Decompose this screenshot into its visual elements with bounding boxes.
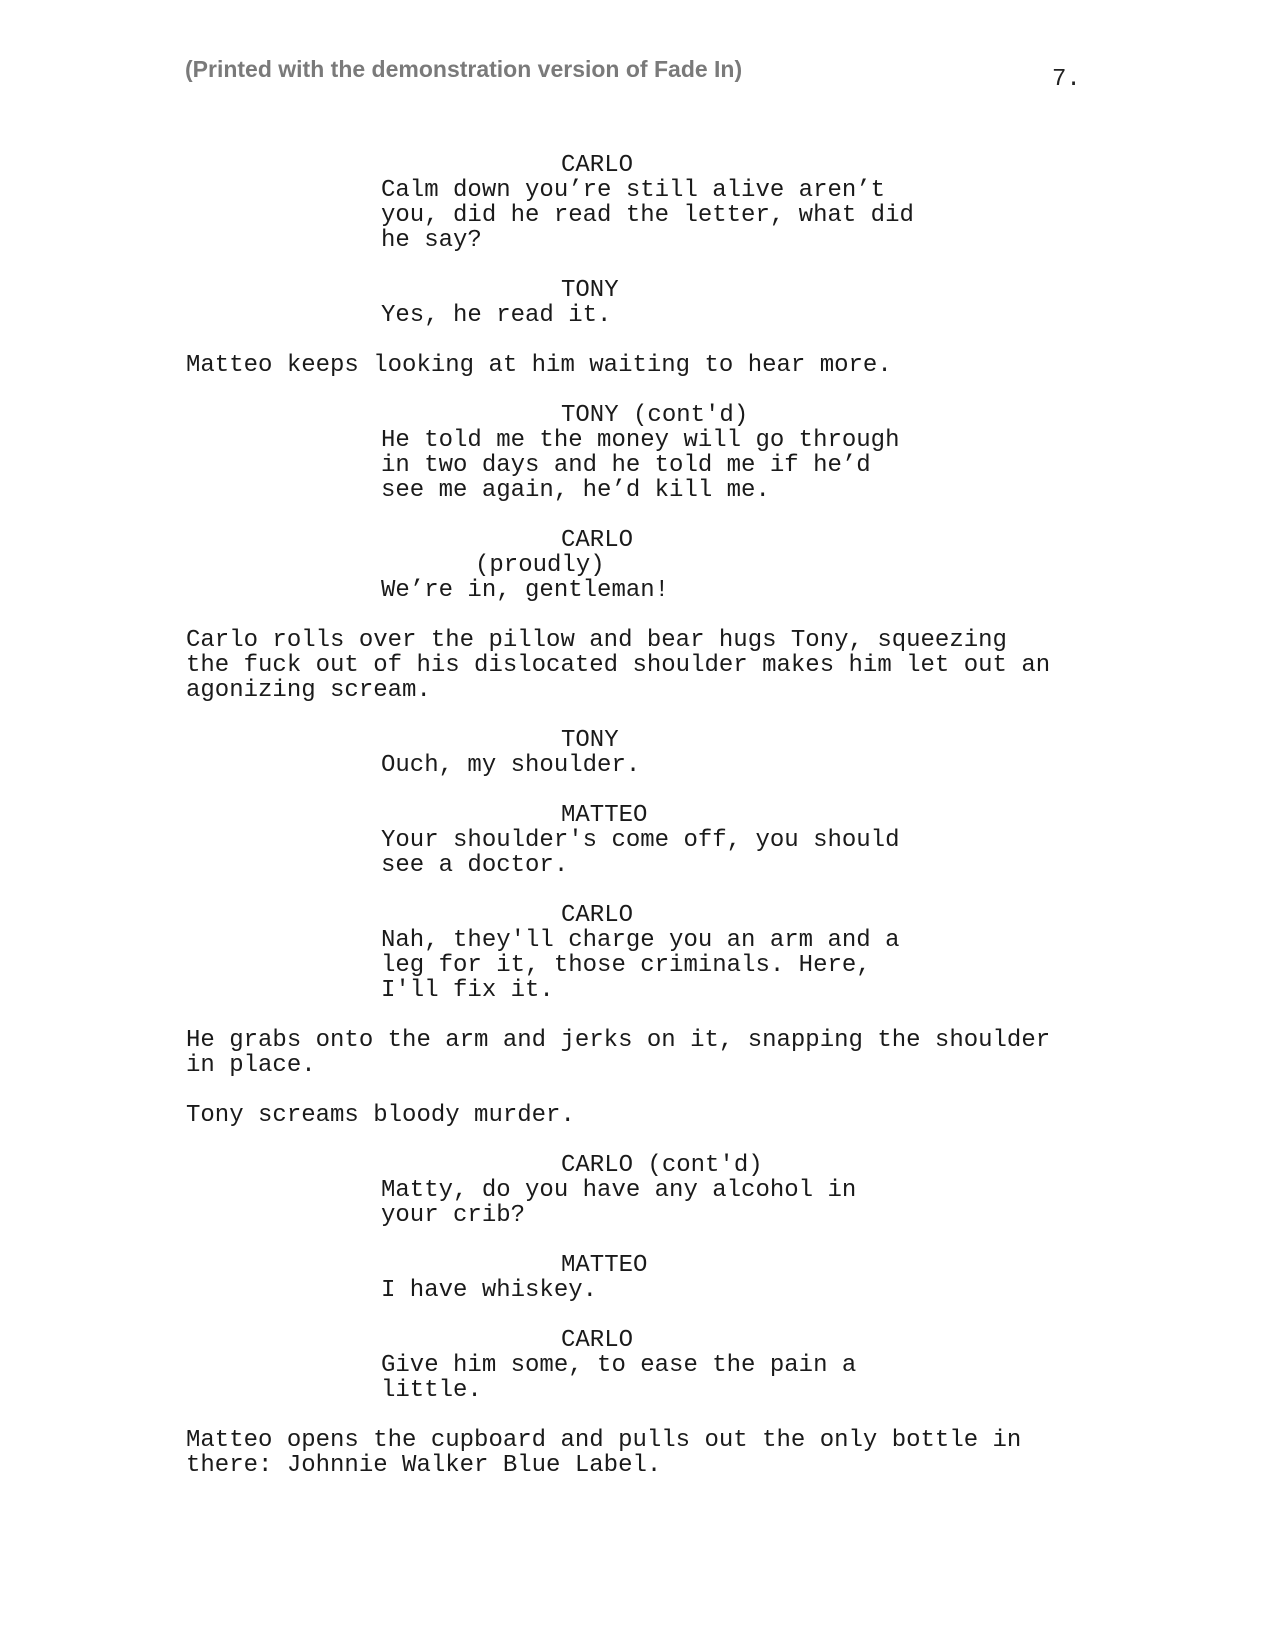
script-line-action: Matteo opens the cupboard and pulls out the only bottle in — [186, 1427, 1022, 1454]
script-line-blank — [0, 1403, 1275, 1428]
script-line-dialogue: Matty, do you have any alcohol in — [381, 1177, 857, 1204]
script-line-dialogue: Ouch, my shoulder. — [381, 752, 641, 779]
script-line-character: CARLO — [561, 152, 634, 179]
script-line-dialogue: you, did he read the letter, what did — [381, 202, 914, 229]
script-line-character: CARLO — [561, 1327, 634, 1354]
script-line-blank — [0, 878, 1275, 903]
script-line-blank — [0, 778, 1275, 803]
script-line-blank — [0, 603, 1275, 628]
script-line-blank — [0, 378, 1275, 403]
script-line-action: the fuck out of his dislocated shoulder makes him let out an — [186, 652, 1051, 679]
script-line-character: CARLO — [561, 527, 634, 554]
script-line-dialogue: little. — [381, 1377, 482, 1404]
script-line-action: in place. — [186, 1052, 316, 1079]
script-line-dialogue: Yes, he read it. — [381, 302, 612, 329]
script-line-dialogue: leg for it, those criminals. Here, — [381, 952, 871, 979]
script-line-dialogue: Nah, they'll charge you an arm and a — [381, 927, 900, 954]
script-line-action: He grabs onto the arm and jerks on it, snapping the shoulder — [186, 1027, 1051, 1054]
script-line-dialogue: in two days and he told me if he’d — [381, 452, 871, 479]
script-line-blank — [0, 1003, 1275, 1028]
script-line-dialogue: Give him some, to ease the pain a — [381, 1352, 857, 1379]
demo-watermark: (Printed with the demonstration version of Fade In) — [185, 56, 743, 82]
script-line-character: CARLO — [561, 902, 634, 929]
script-line-dialogue: your crib? — [381, 1202, 526, 1229]
script-line-blank — [0, 1228, 1275, 1253]
script-line-dialogue: see me again, he’d kill me. — [381, 477, 770, 504]
script-line-blank — [0, 1128, 1275, 1153]
script-line-blank — [0, 1303, 1275, 1328]
script-line-blank — [0, 328, 1275, 353]
script-line-action: Matteo keeps looking at him waiting to hear more. — [186, 352, 892, 379]
script-line-character: MATTEO — [561, 802, 648, 829]
script-line-blank — [0, 253, 1275, 278]
script-line-dialogue: Your shoulder's come off, you should — [381, 827, 900, 854]
script-line-action: agonizing scream. — [186, 677, 431, 704]
script-line-character: TONY (cont'd) — [561, 402, 749, 429]
script-line-dialogue: He told me the money will go through — [381, 427, 900, 454]
script-line-dialogue: he say? — [381, 227, 482, 254]
script-line-action: Tony screams bloody murder. — [186, 1102, 575, 1129]
script-line-blank — [0, 1078, 1275, 1103]
script-line-action: there: Johnnie Walker Blue Label. — [186, 1452, 662, 1479]
script-line-character: TONY — [561, 727, 619, 754]
script-line-parenthetical: (proudly) — [475, 552, 605, 579]
script-line-action: Carlo rolls over the pillow and bear hugs Tony, squeezing — [186, 627, 1007, 654]
script-line-blank — [0, 503, 1275, 528]
script-body — [0, 153, 1275, 1478]
script-line-character: TONY — [561, 277, 619, 304]
script-line-dialogue: I have whiskey. — [381, 1277, 598, 1304]
script-line-dialogue: Calm down you’re still alive aren’t — [381, 177, 886, 204]
page-number: 7. — [1052, 66, 1081, 93]
script-line-dialogue: see a doctor. — [381, 852, 569, 879]
script-line-dialogue: We’re in, gentleman! — [381, 577, 670, 604]
script-line-character: CARLO (cont'd) — [561, 1152, 763, 1179]
script-line-blank — [0, 703, 1275, 728]
script-line-character: MATTEO — [561, 1252, 648, 1279]
script-line-dialogue: I'll fix it. — [381, 977, 554, 1004]
